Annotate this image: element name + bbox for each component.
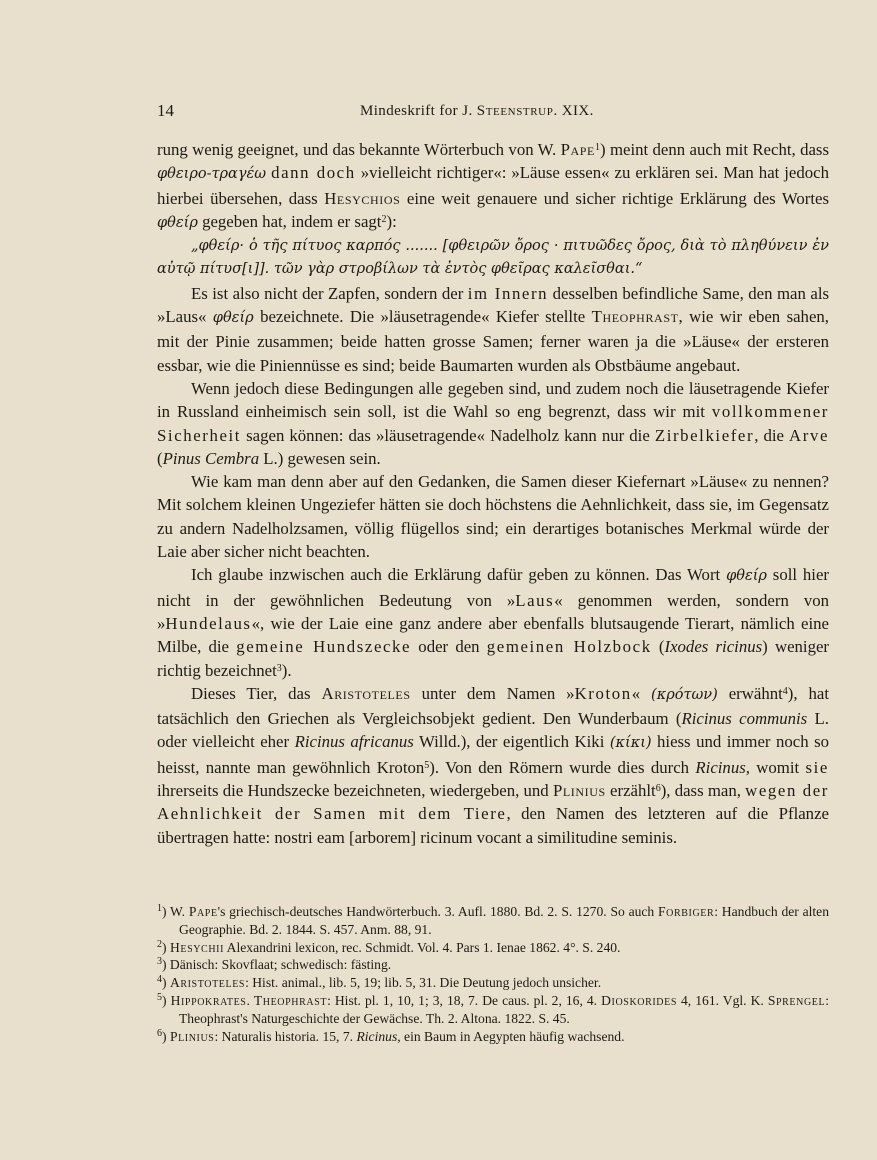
paragraph-6: Dieses Tier, das Aristoteles unter dem Namen »Kroton« (κρότων) erwähnt$^4$), hat tatsächlich den Griechen als Vergleichsobjekt gedient. Den Wunderbaum (Ricinus communis L. oder vielleicht eher Ricinus africanus Willd.), der eigentlich Kiki (κίκι) hiess und immer noch so heisst, nannte man gewöhnlich Kroton$^5$). Von den Römern wurde dies durch Ricinus, womit sie ihrerseits die Hundszecke bezeichneten, wiedergeben, und Plinius erzählt$^6$), dass man, wegen der Aehnlichkeit der Samen mit dem Tiere, den Namen des letzteren auf die Pflanze übertragen hatte: nostri eam [arborem] ricinum vocant a similitudine seminis.	[157, 683, 830, 847]
running-title: Mindeskrift for J. Steenstrup. XIX.	[360, 103, 594, 119]
footnote-3: $^3$) Dänisch: Skovflaat; schwedisch: fästing.	[157, 956, 392, 973]
paragraph-3: Wenn jedoch diese Bedingungen alle gegeben sind, und zudem noch die läusetragende Kiefer in Russland einheimisch sein soll, ist die Wahl so eng begrenzt, dass wir mit vollkommener Sicherheit sagen können: das »läusetragende« Nadelholz kann nur die Zirbelkiefer, die Arve (Pinus Cembra L.) gewesen sein.	[157, 378, 829, 468]
footnote-2: $^2$) Hesychii Alexandrini lexicon, rec. Schmidt. Vol. 4. Pars 1. Ienae 1862. 4°. S. 240.	[157, 938, 621, 955]
footnote-5: $^5$) Hippokrates. Theophrast: Hist. pl. 1, 10, 1; 3, 18, 7. De caus. pl. 2, 16, 4. Dioskorides 4, 161. Vgl. K. Sprengel: Theophrast's Naturgeschichte der Gewächse. Th. 2. Altona. 1822. S. 45.	[157, 991, 829, 1026]
footnotes	[157, 903, 829, 1045]
paragraph-2: Es ist also nicht der Zapfen, sondern der im Innern desselben befindliche Same, den man als »Laus« φθείρ bezeichnete. Die »läusetragende« Kiefer stellte Theophrast, wie wir eben sahen, mit der Pinie zusammen; beide hatten grosse Samen; ferner waren ja die »Läuse« der ersteren essbar, wie die Piniennüsse es sind; beide Baumarten wurden als Obstbäume angebaut.	[157, 283, 830, 375]
greek-quotation: „φθείρ· ὁ τῆς πίτυος καρπός ....... [φθειρῶν ὄρος · πιτυῶδες ὄρος, διὰ τὸ πληθύνειν ἐν αὐτῷ πίτυσ[ι]]. τῶν γὰρ στροβίλων τὰ ἐντὸς φθεῖρας καλεῖσθαι.“	[157, 238, 829, 278]
paragraph-1: rung wenig geeignet, und das bekannte Wörterbuch von W. Pape$^1$) meint denn auch mit Recht, dass φθειρο-τραγέω dann doch »vielleicht richtiger«: »Läuse essen« zu erklären sei. Man hat jedoch hierbei übersehen, dass Hesychios eine weit genauere und sicher richtige Erklärung des Wortes φθείρ gegeben hat, indem er sagt$^2$):	[157, 140, 830, 231]
footnote-1: $^1$) W. Pape's griechisch-deutsches Handwörterbuch. 3. Aufl. 1880. Bd. 2. S. 1270. So auch Forbiger: Handbuch der alten Geographie. Bd. 2. 1844. S. 457. Anm. 88, 91.	[157, 903, 829, 937]
page-number: 14	[157, 101, 174, 120]
paragraph-5: Ich glaube inzwischen auch die Erklärung dafür geben zu können. Das Wort φθείρ soll hier nicht in der gewöhnlichen Bedeutung von »Laus« genommen werden, sondern von »Hundelaus«, wie der Laie eine ganz andere aber ebenfalls blutsaugende Tierart, nämlich eine Milbe, die gemeine Hundszecke oder den gemeinen Holzbock (Ixodes ricinus) weniger richtig bezeichnet$^3$).	[157, 565, 829, 680]
footnote-6: $^6$) Plinius: Naturalis historia. 15, 7. Ricinus, ein Baum in Aegypten häufig wachsend.	[157, 1027, 625, 1044]
main-text	[157, 138, 829, 849]
footnote-4: $^4$) Aristoteles: Hist. animal., lib. 5, 19; lib. 5, 31. Die Deutung jedoch unsicher.	[157, 974, 602, 991]
paragraph-4: Wie kam man denn aber auf den Gedanken, die Samen dieser Kiefernart »Läuse« zu nennen? Mit solchem kleinen Ungeziefer hätten sie doch höchstens die Aehnlichkeit, dass sie, im Gegensatz zu andern Nadelholzsamen, völlig flügellos sind; ein derartiges botanisches Merkmal würde der Laie aber sicher nicht beachten.	[157, 472, 829, 562]
